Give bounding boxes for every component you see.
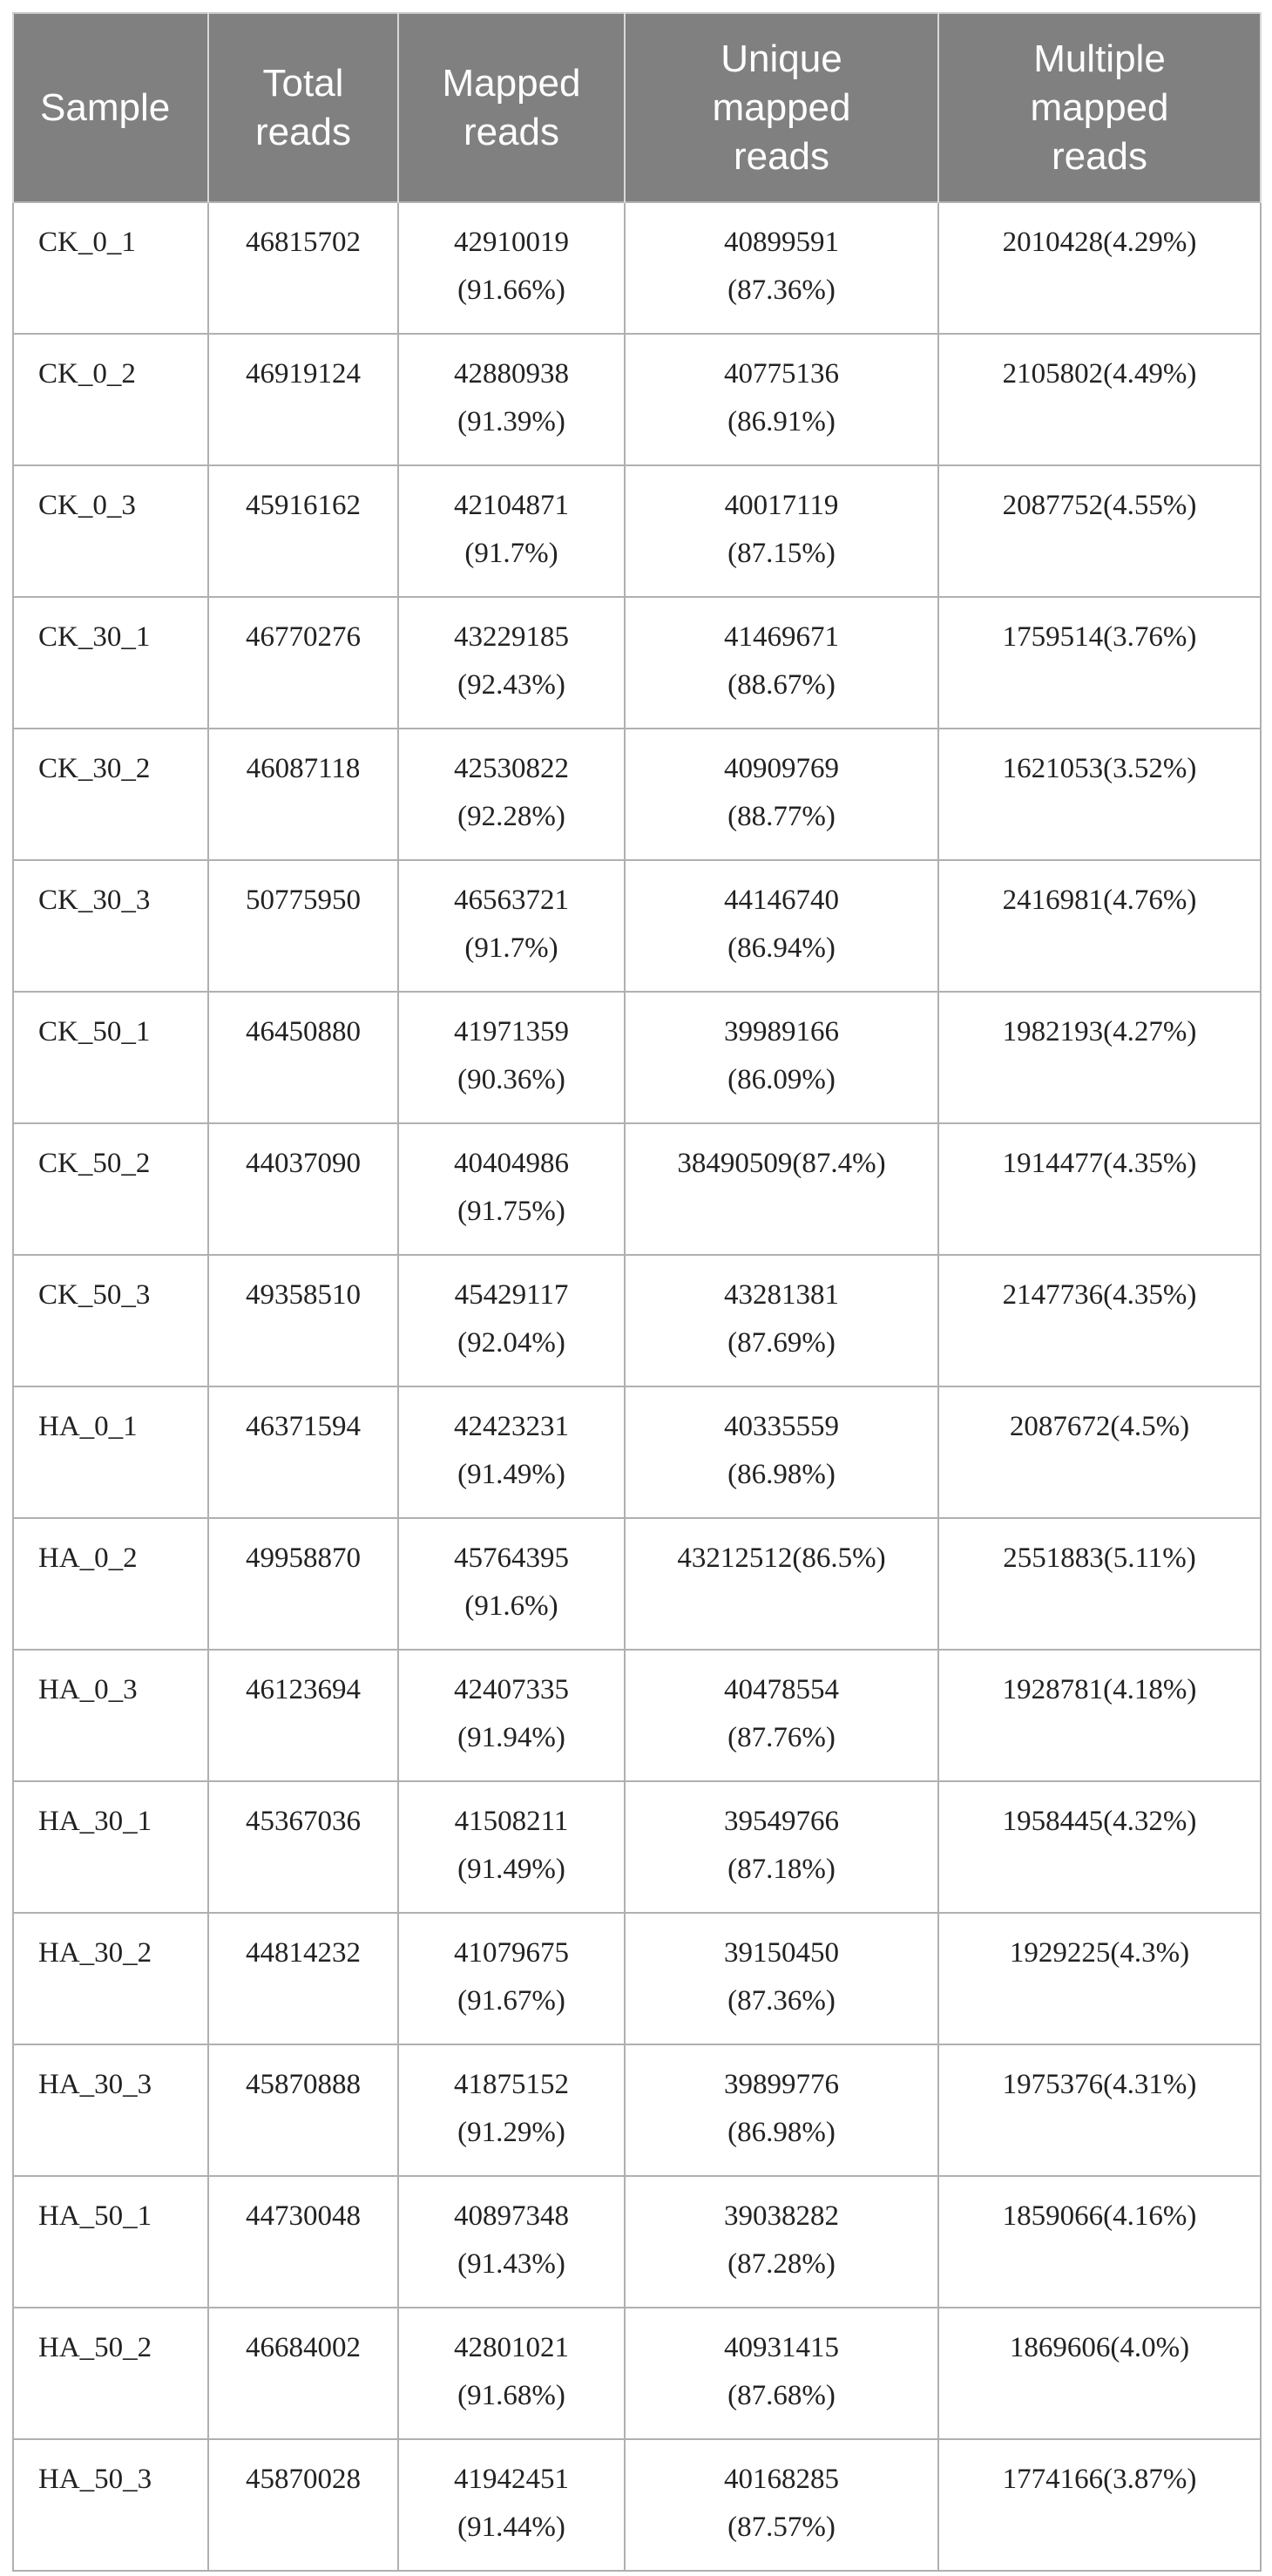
unique-mapped-cell	[625, 1123, 938, 1255]
multiple-mapped-cell-text: 1774166(3.87%)	[1002, 2464, 1197, 2495]
header-sample	[13, 13, 208, 202]
mapped-reads-cell-text: (91.39%)	[457, 406, 565, 437]
unique-mapped-cell-text: (87.57%)	[727, 2512, 836, 2543]
multiple-mapped-cell	[938, 1913, 1261, 2044]
multiple-mapped-cell	[938, 1255, 1261, 1386]
unique-mapped-cell-text: 40478554	[724, 1674, 839, 1705]
multiple-mapped-cell	[938, 1386, 1261, 1518]
total-reads-cell-text: 46919124	[246, 358, 361, 390]
header-line: Sample	[40, 85, 171, 129]
unique-mapped-cell-text: 39150450	[724, 1937, 839, 1969]
total-reads-cell	[208, 1518, 398, 1650]
mapped-reads-cell-text: 41875152	[454, 2069, 569, 2100]
header-line: mapped	[712, 85, 851, 129]
multiple-mapped-cell	[938, 202, 1261, 334]
unique-mapped-cell	[625, 597, 938, 729]
unique-mapped-cell	[625, 202, 938, 334]
sample-cell	[13, 2439, 208, 2571]
sample-cell-text: CK_0_1	[38, 227, 136, 258]
mapped-reads-cell	[398, 1781, 625, 1913]
multiple-mapped-cell-text: 1928781(4.18%)	[1002, 1674, 1197, 1705]
mapped-reads-cell-text: 43229185	[454, 621, 569, 653]
mapped-reads-cell	[398, 465, 625, 597]
total-reads-cell-text: 45870028	[246, 2464, 361, 2495]
unique-mapped-cell-text: (86.98%)	[727, 1459, 836, 1490]
header-mapped-reads	[398, 13, 625, 202]
mapped-reads-cell-text: (91.29%)	[457, 2117, 565, 2148]
sample-cell	[13, 1123, 208, 1255]
total-reads-cell	[208, 729, 398, 860]
header-multiple-mapped-reads	[938, 13, 1261, 202]
unique-mapped-cell-text: 40909769	[724, 753, 839, 784]
mapped-reads-cell-text: 41971359	[454, 1016, 569, 1047]
sample-cell	[13, 2308, 208, 2439]
mapped-reads-cell-text: 46563721	[454, 885, 569, 916]
mapped-reads-cell	[398, 992, 625, 1123]
total-reads-cell	[208, 1123, 398, 1255]
mapped-reads-cell	[398, 334, 625, 465]
mapped-reads-cell-text: (91.44%)	[457, 2512, 565, 2543]
total-reads-cell	[208, 1781, 398, 1913]
multiple-mapped-cell-text: 1869606(4.0%)	[1009, 2332, 1190, 2363]
table-row	[13, 465, 1261, 597]
total-reads-cell	[208, 1650, 398, 1781]
mapped-reads-cell-text: (91.94%)	[457, 1722, 565, 1753]
unique-mapped-cell-text: (87.15%)	[727, 538, 836, 569]
header-line: Mapped	[442, 61, 581, 105]
sample-cell-text: HA_0_1	[38, 1411, 138, 1442]
sample-cell-text: CK_30_2	[38, 753, 151, 784]
unique-mapped-cell-text: 43281381	[724, 1279, 839, 1311]
unique-mapped-cell-text: (87.69%)	[727, 1327, 836, 1359]
multiple-mapped-cell	[938, 597, 1261, 729]
total-reads-cell	[208, 2176, 398, 2308]
header-row	[13, 13, 1261, 202]
table-row	[13, 729, 1261, 860]
multiple-mapped-cell-text: 1929225(4.3%)	[1009, 1937, 1190, 1969]
mapped-reads-cell-text: 41079675	[454, 1937, 569, 1969]
total-reads-cell	[208, 2439, 398, 2571]
sample-cell	[13, 1781, 208, 1913]
mapped-reads-cell-text: 45429117	[454, 1279, 569, 1311]
unique-mapped-cell-text: (87.76%)	[727, 1722, 836, 1753]
multiple-mapped-cell-text: 1958445(4.32%)	[1002, 1806, 1197, 1837]
sample-cell	[13, 992, 208, 1123]
table-row	[13, 202, 1261, 334]
total-reads-cell	[208, 334, 398, 465]
unique-mapped-cell-text: 40017119	[724, 490, 839, 521]
sample-cell-text: HA_30_1	[38, 1806, 152, 1837]
mapped-reads-cell-text: (91.7%)	[464, 538, 558, 569]
unique-mapped-cell-text: 40775136	[724, 358, 839, 390]
unique-mapped-cell-text: 39038282	[724, 2200, 839, 2232]
unique-mapped-cell-text: 43212512(86.5%)	[677, 1542, 886, 1574]
multiple-mapped-cell	[938, 1123, 1261, 1255]
unique-mapped-cell-text: 39899776	[724, 2069, 839, 2100]
total-reads-cell	[208, 860, 398, 992]
sample-cell	[13, 465, 208, 597]
header-line: Unique	[721, 37, 842, 80]
mapped-reads-cell-text: (90.36%)	[457, 1064, 565, 1095]
table-row	[13, 1518, 1261, 1650]
mapped-reads-cell	[398, 2439, 625, 2571]
unique-mapped-cell	[625, 1255, 938, 1386]
unique-mapped-cell	[625, 860, 938, 992]
total-reads-cell	[208, 597, 398, 729]
header-line: reads	[463, 110, 560, 153]
table-row	[13, 334, 1261, 465]
mapped-reads-cell	[398, 2176, 625, 2308]
unique-mapped-cell	[625, 465, 938, 597]
multiple-mapped-cell	[938, 992, 1261, 1123]
sample-cell-text: HA_50_3	[38, 2464, 152, 2495]
multiple-mapped-cell-text: 1621053(3.52%)	[1002, 753, 1197, 784]
total-reads-cell-text: 44730048	[246, 2200, 361, 2232]
sample-cell-text: HA_50_1	[38, 2200, 152, 2232]
total-reads-cell-text: 46371594	[246, 1411, 361, 1442]
total-reads-cell	[208, 2308, 398, 2439]
mapped-reads-cell	[398, 2308, 625, 2439]
unique-mapped-cell	[625, 992, 938, 1123]
mapped-reads-cell-text: (91.68%)	[457, 2380, 565, 2411]
sample-cell	[13, 860, 208, 992]
mapped-reads-cell	[398, 2044, 625, 2176]
unique-mapped-cell	[625, 2176, 938, 2308]
unique-mapped-cell	[625, 2308, 938, 2439]
header-line: mapped	[1030, 85, 1169, 129]
sample-cell	[13, 334, 208, 465]
total-reads-cell	[208, 1255, 398, 1386]
table-row	[13, 2176, 1261, 2308]
total-reads-cell	[208, 1913, 398, 2044]
unique-mapped-cell-text: 41469671	[724, 621, 839, 653]
mapped-reads-cell-text: (91.67%)	[457, 1985, 565, 2017]
header-line: reads	[1051, 134, 1148, 178]
mapped-reads-cell-text: (91.49%)	[457, 1459, 565, 1490]
mapped-reads-cell-text: 42910019	[454, 227, 569, 258]
mapped-reads-cell-text: (91.66%)	[457, 275, 565, 306]
unique-mapped-cell-text: (87.28%)	[727, 2248, 836, 2280]
table-row	[13, 597, 1261, 729]
header-unique-mapped-reads	[625, 13, 938, 202]
total-reads-cell-text: 44037090	[246, 1148, 361, 1179]
mapped-reads-cell	[398, 1518, 625, 1650]
mapped-reads-cell	[398, 597, 625, 729]
multiple-mapped-cell-text: 1914477(4.35%)	[1002, 1148, 1197, 1179]
multiple-mapped-cell	[938, 2176, 1261, 2308]
mapped-reads-cell-text: 45764395	[454, 1542, 569, 1574]
unique-mapped-cell-text: (87.68%)	[727, 2380, 836, 2411]
unique-mapped-cell-text: (88.67%)	[727, 669, 836, 701]
sample-cell	[13, 1650, 208, 1781]
multiple-mapped-cell-text: 2087752(4.55%)	[1002, 490, 1197, 521]
mapped-reads-cell	[398, 1386, 625, 1518]
sample-cell	[13, 1255, 208, 1386]
unique-mapped-cell	[625, 2044, 938, 2176]
table-row	[13, 2044, 1261, 2176]
mapped-reads-cell-text: (91.6%)	[464, 1590, 558, 1622]
header-total-reads	[208, 13, 398, 202]
multiple-mapped-cell-text: 1982193(4.27%)	[1002, 1016, 1197, 1047]
header-line: Total	[262, 61, 344, 105]
sample-cell-text: CK_30_3	[38, 885, 151, 916]
total-reads-cell-text: 45367036	[246, 1806, 361, 1837]
sample-cell-text: HA_0_3	[38, 1674, 138, 1705]
multiple-mapped-cell	[938, 465, 1261, 597]
multiple-mapped-cell	[938, 1650, 1261, 1781]
multiple-mapped-cell	[938, 2308, 1261, 2439]
unique-mapped-cell-text: 44146740	[724, 885, 839, 916]
mapped-reads-cell-text: 42104871	[454, 490, 569, 521]
multiple-mapped-cell	[938, 2439, 1261, 2571]
multiple-mapped-cell-text: 2147736(4.35%)	[1002, 1279, 1197, 1311]
multiple-mapped-cell	[938, 2044, 1261, 2176]
multiple-mapped-cell	[938, 1781, 1261, 1913]
mapped-reads-cell-text: 42801021	[454, 2332, 569, 2363]
total-reads-cell-text: 46684002	[246, 2332, 361, 2363]
unique-mapped-cell	[625, 2439, 938, 2571]
unique-mapped-cell-text: 40168285	[724, 2464, 839, 2495]
mapped-reads-cell-text: 40897348	[454, 2200, 569, 2232]
total-reads-cell-text: 44814232	[246, 1937, 361, 1969]
multiple-mapped-cell-text: 2087672(4.5%)	[1009, 1411, 1190, 1442]
total-reads-cell	[208, 2044, 398, 2176]
mapped-reads-cell	[398, 202, 625, 334]
sample-cell	[13, 202, 208, 334]
sample-cell-text: CK_30_1	[38, 621, 151, 653]
table-row	[13, 860, 1261, 992]
total-reads-cell	[208, 202, 398, 334]
unique-mapped-cell	[625, 1913, 938, 2044]
total-reads-cell-text: 46123694	[246, 1674, 361, 1705]
mapped-reads-cell-text: 42423231	[454, 1411, 569, 1442]
mapped-reads-cell-text: (92.43%)	[457, 669, 565, 701]
unique-mapped-cell-text: (86.09%)	[727, 1064, 836, 1095]
table-row	[13, 1650, 1261, 1781]
sample-cell-text: HA_0_2	[38, 1542, 138, 1574]
mapped-reads-cell-text: 41942451	[454, 2464, 569, 2495]
sample-cell-text: CK_50_2	[38, 1148, 151, 1179]
mapped-reads-cell-text: 41508211	[454, 1806, 569, 1837]
sample-cell-text: HA_30_2	[38, 1937, 152, 1969]
mapped-reads-cell-text: (92.28%)	[457, 801, 565, 832]
total-reads-cell-text: 46770276	[246, 621, 361, 653]
multiple-mapped-cell	[938, 1518, 1261, 1650]
mapped-reads-cell	[398, 1123, 625, 1255]
sample-cell-text: CK_50_3	[38, 1279, 151, 1311]
unique-mapped-cell-text: (86.91%)	[727, 406, 836, 437]
multiple-mapped-cell-text: 1975376(4.31%)	[1002, 2069, 1197, 2100]
multiple-mapped-cell-text: 1859066(4.16%)	[1002, 2200, 1197, 2232]
total-reads-cell-text: 46815702	[246, 227, 361, 258]
mapped-reads-cell	[398, 1913, 625, 2044]
unique-mapped-cell	[625, 1650, 938, 1781]
mapped-reads-cell	[398, 860, 625, 992]
sample-cell-text: CK_50_1	[38, 1016, 151, 1047]
unique-mapped-cell	[625, 1518, 938, 1650]
unique-mapped-cell-text: 40335559	[724, 1411, 839, 1442]
header-line: reads	[733, 134, 830, 178]
table-row	[13, 1913, 1261, 2044]
sample-cell-text: HA_30_3	[38, 2069, 152, 2100]
table-row	[13, 2439, 1261, 2571]
total-reads-cell-text: 45870888	[246, 2069, 361, 2100]
multiple-mapped-cell	[938, 334, 1261, 465]
multiple-mapped-cell-text: 2551883(5.11%)	[1003, 1542, 1196, 1574]
mapped-reads-cell-text: (91.49%)	[457, 1854, 565, 1885]
sample-cell-text: CK_0_2	[38, 358, 136, 390]
unique-mapped-cell	[625, 334, 938, 465]
unique-mapped-cell-text: 39989166	[724, 1016, 839, 1047]
mapped-reads-cell-text: (91.75%)	[457, 1196, 565, 1227]
multiple-mapped-cell-text: 2416981(4.76%)	[1002, 885, 1197, 916]
unique-mapped-cell	[625, 1781, 938, 1913]
mapped-reads-cell-text: 42407335	[454, 1674, 569, 1705]
sample-cell-text: CK_0_3	[38, 490, 136, 521]
total-reads-cell	[208, 1386, 398, 1518]
header-line: Multiple	[1033, 37, 1166, 80]
sample-cell	[13, 1386, 208, 1518]
unique-mapped-cell-text: 40899591	[724, 227, 839, 258]
table-body	[13, 202, 1261, 2571]
mapped-reads-cell-text: (92.04%)	[457, 1327, 565, 1359]
sample-cell	[13, 1518, 208, 1650]
table-row	[13, 1386, 1261, 1518]
multiple-mapped-cell-text: 1759514(3.76%)	[1002, 621, 1197, 653]
mapped-reads-cell-text: 42880938	[454, 358, 569, 390]
total-reads-cell-text: 45916162	[246, 490, 361, 521]
unique-mapped-cell-text: (86.94%)	[727, 932, 836, 964]
unique-mapped-cell-text: 39549766	[724, 1806, 839, 1837]
multiple-mapped-cell	[938, 860, 1261, 992]
mapped-reads-cell-text: (91.7%)	[464, 932, 558, 964]
table-row	[13, 2308, 1261, 2439]
unique-mapped-cell	[625, 729, 938, 860]
table-container	[12, 12, 1260, 2566]
total-reads-cell-text: 46087118	[246, 753, 361, 784]
table-row	[13, 992, 1261, 1123]
unique-mapped-cell-text: 38490509(87.4%)	[677, 1148, 886, 1179]
multiple-mapped-cell-text: 2105802(4.49%)	[1002, 358, 1197, 390]
total-reads-cell	[208, 992, 398, 1123]
mapped-reads-cell-text: 40404986	[454, 1148, 569, 1179]
sample-cell-text: HA_50_2	[38, 2332, 152, 2363]
unique-mapped-cell-text: (86.98%)	[727, 2117, 836, 2148]
table-row	[13, 1781, 1261, 1913]
table-row	[13, 1255, 1261, 1386]
sample-cell	[13, 729, 208, 860]
total-reads-cell-text: 49958870	[246, 1542, 361, 1574]
total-reads-cell-text: 46450880	[246, 1016, 361, 1047]
unique-mapped-cell-text: (87.36%)	[727, 1985, 836, 2017]
sample-cell	[13, 1913, 208, 2044]
unique-mapped-cell-text: 40931415	[724, 2332, 839, 2363]
unique-mapped-cell-text: (87.36%)	[727, 275, 836, 306]
sample-cell	[13, 2044, 208, 2176]
multiple-mapped-cell-text: 2010428(4.29%)	[1002, 227, 1197, 258]
mapped-reads-cell-text: (91.43%)	[457, 2248, 565, 2280]
sample-cell	[13, 2176, 208, 2308]
mapping-stats-table	[12, 12, 1262, 2572]
total-reads-cell-text: 49358510	[246, 1279, 361, 1311]
unique-mapped-cell-text: (88.77%)	[727, 801, 836, 832]
sample-cell	[13, 597, 208, 729]
table-row	[13, 1123, 1261, 1255]
table-header	[13, 13, 1261, 202]
unique-mapped-cell-text: (87.18%)	[727, 1854, 836, 1885]
mapped-reads-cell	[398, 1255, 625, 1386]
header-line: reads	[254, 110, 352, 153]
mapped-reads-cell	[398, 1650, 625, 1781]
total-reads-cell	[208, 465, 398, 597]
unique-mapped-cell	[625, 1386, 938, 1518]
total-reads-cell-text: 50775950	[246, 885, 361, 916]
mapped-reads-cell	[398, 729, 625, 860]
mapped-reads-cell-text: 42530822	[454, 753, 569, 784]
multiple-mapped-cell	[938, 729, 1261, 860]
